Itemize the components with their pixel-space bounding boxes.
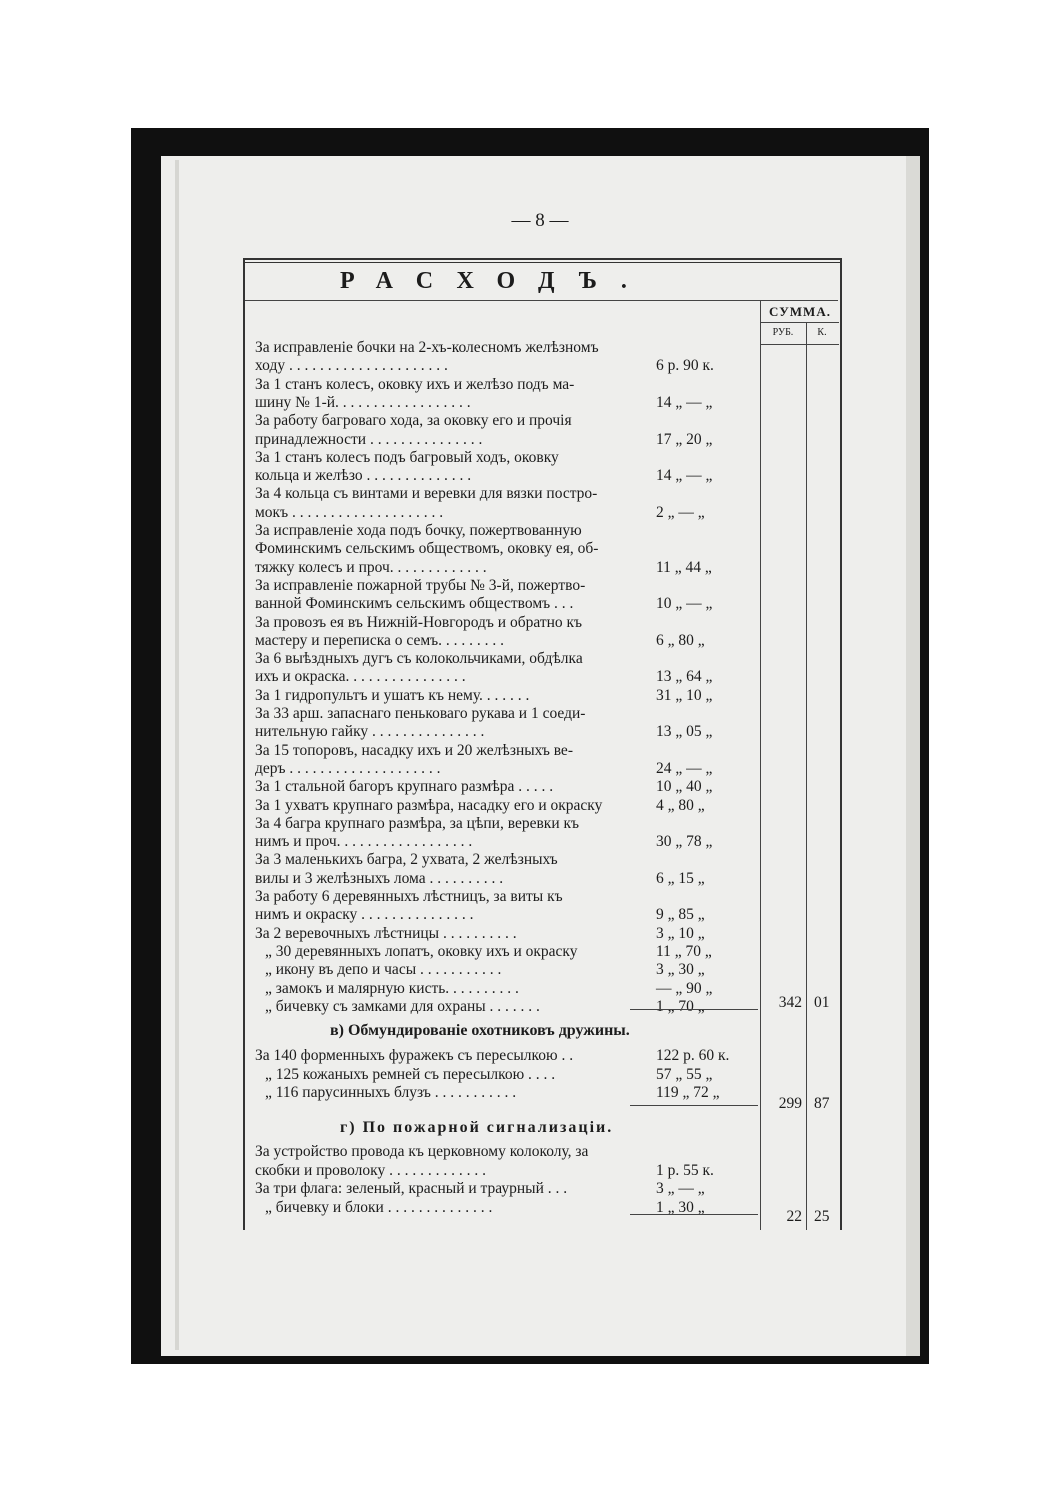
total-a-kop: 01 [814, 994, 830, 1011]
section-g-heading: г) По пожарной сигнализаціи. [340, 1119, 614, 1136]
line-text: За 140 форменныхъ фуражекъ съ пересылкою . . [255, 1047, 574, 1064]
line-amount: 13 „ 05 „ [656, 723, 713, 741]
line-amount: 6 р. 90 к. [656, 357, 714, 375]
total-g-kop: 25 [814, 1208, 830, 1225]
line-text: За исправленіе бочки на 2-хъ-колесномъ желѣзномъ [255, 339, 599, 356]
line-text: Фоминскимъ сельскимъ обществомъ, оковку ея, об- [255, 540, 599, 558]
header-rule [245, 300, 838, 301]
line-text: тяжку колесъ и проч. . . . . . . . . . . . . [255, 558, 487, 576]
line-amount: 14 „ — „ [656, 467, 713, 485]
line-text: За 1 ухватъ крупнаго размѣра, насадку его и окраску [255, 796, 603, 814]
line-text: За 4 багра крупнаго размѣра, за цѣпи, веревки къ [255, 814, 580, 832]
sum-header-rub: РУБ. [772, 327, 794, 338]
sum-header-kop: К. [817, 327, 827, 338]
total-a-rub: 342 [778, 994, 802, 1011]
line-text: За провозъ ея въ Нижній-Новгородъ и обратно къ [255, 613, 583, 631]
line-text: За 33 арш. запаснаго пеньковаго рукава и 1 соеди- [255, 705, 586, 722]
total-v-rub: 299 [778, 1095, 802, 1112]
subtotal-v-rule [630, 1105, 758, 1106]
line-amount: 3 „ — „ [656, 1180, 705, 1197]
line-text: За исправленіе хода подъ бочку, пожертвованную [255, 522, 582, 539]
line-text: За 15 топоровъ, насадку ихъ и 20 желѣзныхъ ве- [255, 741, 573, 759]
line-text: За устройство провода къ церковному колоколу, за [255, 1143, 589, 1160]
line-amount: 10 „ 40 „ [656, 778, 713, 796]
total-g-rub: 22 [786, 1208, 802, 1225]
line-amount: 17 „ 20 „ [656, 430, 713, 448]
line-amount: 31 „ 10 „ [656, 686, 713, 704]
line-text: ходу . . . . . . . . . . . . . . . . . . . . . [255, 357, 448, 375]
total-v-kop: 87 [814, 1095, 830, 1112]
line-text: За работу багроваго хода, за оковку его и прочія [255, 412, 572, 430]
line-amount: 11 „ 70 „ [656, 942, 712, 960]
line-text: вилы и 3 желѣзныхъ лома . . . . . . . . . . [255, 869, 504, 887]
sum-header-rule [761, 322, 839, 323]
line-text: „ 125 кожаныхъ ремней съ пересылкою . . . . [265, 1065, 556, 1083]
sum-header-label: СУММА. [769, 304, 831, 319]
sum-header-bottom-rule [761, 344, 839, 345]
line-amount: 13 „ 64 „ [656, 668, 713, 686]
line-text: За три флага: зеленый, красный и траурный . . . [255, 1180, 568, 1197]
line-amount: 6 „ 15 „ [656, 869, 705, 887]
line-amount: 4 „ 80 „ [656, 796, 705, 814]
line-text: За 1 станъ колесъ подъ багровый ходъ, оковку [255, 448, 559, 466]
line-text: За 3 маленькихъ багра, 2 ухвата, 2 желѣзныхъ [255, 851, 558, 869]
page-leaf-edge [175, 160, 179, 1350]
line-amount: — „ 90 „ [656, 979, 713, 997]
line-amount: 122 р. 60 к. [656, 1047, 730, 1064]
line-text: нительную гайку . . . . . . . . . . . . . . . [255, 723, 485, 741]
line-text: „ икону въ депо и часы . . . . . . . . . . . [265, 961, 502, 979]
line-amount: 2 „ — „ [656, 503, 705, 521]
line-text: ванной Фоминскимъ сельскимъ обществомъ . . . [255, 595, 574, 613]
line-amount: 24 „ — „ [656, 759, 713, 777]
line-text: деръ . . . . . . . . . . . . . . . . . . . . [255, 759, 441, 777]
line-amount: 11 „ 44 „ [656, 558, 712, 576]
line-text: За 1 стальной багоръ крупнаго размѣра . . . . . [255, 778, 554, 796]
page-right-edge [906, 156, 920, 1356]
line-text: За 1 станъ колесъ, оковку ихъ и желѣзо подъ ма- [255, 375, 575, 393]
line-text: За 2 веревочныхъ лѣстницы . . . . . . . . . . [255, 924, 517, 942]
line-amount: 1 „ 30 „ [656, 1198, 705, 1216]
line-text: За 1 гидропультъ и ушатъ къ нему. . . . . . . [255, 686, 530, 704]
line-amount: 1 р. 55 к. [656, 1161, 714, 1179]
page-number: — 8 — [511, 210, 569, 231]
line-amount: 1 „ 70 „ [656, 997, 705, 1015]
line-amount: 10 „ — „ [656, 595, 713, 613]
subtotal-a-rule [630, 1009, 758, 1010]
line-text: „ бичевку и блоки . . . . . . . . . . . . . . [265, 1198, 493, 1216]
line-text: „ замокъ и малярную кисть. . . . . . . . . . [265, 979, 519, 997]
line-text: За 4 кольца съ винтами и веревки для вязки постро- [255, 485, 598, 503]
line-amount: 30 „ 78 „ [656, 833, 713, 851]
line-text: шину № 1-й. . . . . . . . . . . . . . . . . . [255, 393, 471, 411]
section-v-heading: в) Обмундированіе охотниковъ дружины. [330, 1022, 630, 1039]
line-text: мокъ . . . . . . . . . . . . . . . . . . . . [255, 503, 444, 521]
line-amount: 3 „ 10 „ [656, 924, 705, 942]
line-amount: 6 „ 80 „ [656, 631, 705, 649]
line-amount: 119 „ 72 „ [656, 1084, 720, 1101]
line-amount: 9 „ 85 „ [656, 906, 705, 924]
kop-column-divider [806, 322, 807, 1230]
line-amount: 3 „ 30 „ [656, 961, 705, 979]
line-text: принадлежности . . . . . . . . . . . . . . . [255, 430, 483, 448]
line-text: За 6 выѣздныхъ дугъ съ колокольчиками, обдѣлка [255, 650, 583, 668]
line-amount: 57 „ 55 „ [656, 1065, 713, 1083]
line-text: „ бичевку съ замками для охраны . . . . . . . [265, 997, 540, 1015]
line-amount: 14 „ — „ [656, 393, 713, 411]
line-text: За работу 6 деревянныхъ лѣстницъ, за виты къ [255, 888, 563, 905]
line-text: „ 30 деревянныхъ лопатъ, оковку ихъ и окраску [265, 942, 578, 960]
sum-header [760, 300, 839, 348]
line-text: нимъ и проч. . . . . . . . . . . . . . . . . . [255, 833, 473, 851]
subtotal-g-rule [630, 1214, 758, 1215]
line-text: „ 116 парусинныхъ блузъ . . . . . . . . . . . [265, 1084, 517, 1101]
line-text: мастеру и переписка о семъ. . . . . . . . . [255, 631, 505, 649]
line-text: кольца и желѣзо . . . . . . . . . . . . . . [255, 467, 472, 485]
line-text: нимъ и окраску . . . . . . . . . . . . . . . [255, 906, 474, 924]
page-title: РАСХОДЪ. [340, 268, 651, 294]
line-text: За исправленіе пожарной трубы № 3-й, пожертво- [255, 576, 586, 594]
line-text: скобки и проволоку . . . . . . . . . . . . . [255, 1161, 486, 1179]
line-text: ихъ и окраска. . . . . . . . . . . . . . . . [255, 668, 466, 686]
